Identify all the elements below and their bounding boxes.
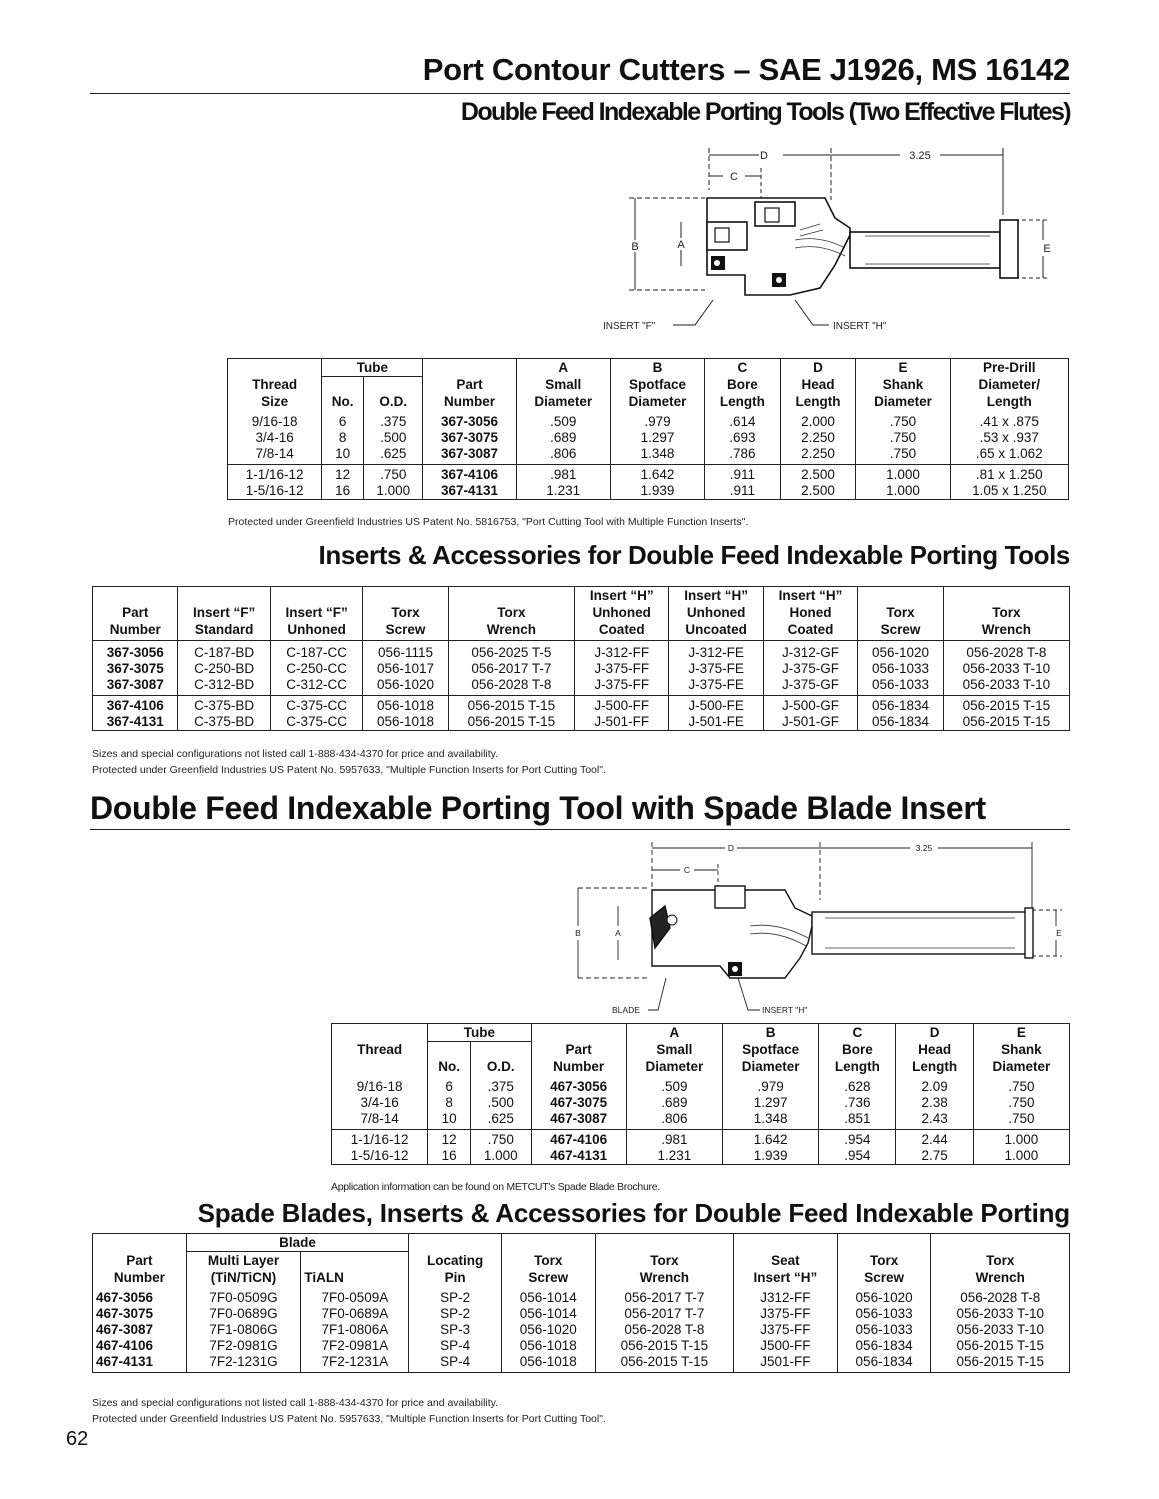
tool-diagram-1 (595, 140, 1070, 340)
table-row: 1-1/16-12 12 .750 367-4106 .981 1.642 .911 2.500 1.000 .81 x 1.250 (228, 465, 1069, 484)
table2-group-2 (93, 696, 1070, 731)
col-part: Part Number (93, 1234, 187, 1287)
col-thread: Thread Size (228, 359, 322, 411)
spade-accessories-title: Spade Blades, Inserts & Accessories for Double Feed Indexable Porting (197, 1198, 1070, 1228)
col-insert-f-standard: Insert “F” Standard (178, 587, 270, 641)
spade-section-rule (90, 829, 1070, 830)
table-row: 467-3075 7F0-0689G 7F0-0689A SP-2 056-1014 056-2017 T-7 J375-FF 056-1033 056-2033 T-10 (93, 1306, 1070, 1322)
patent-note-3: Protected under Greenfield Industries US Patent No. 5957633, "Multiple Function Inserts for Port Cutting Tool". (92, 1413, 606, 1425)
inserts-section-title: Inserts & Accessories for Double Feed Indexable Porting Tools (318, 540, 1070, 570)
table2-group-1 (93, 641, 1070, 696)
table-row: 467-4131 7F2-1231G 7F2-1231A SP-4 056-1018 056-2015 T-15 J501-FF 056-1834 056-2015 T-15 (93, 1354, 1070, 1373)
table-row: 467-3087 7F1-0806G 7F1-0806A SP-3 056-1020 056-2028 T-8 J375-FF 056-1033 056-2033 T-10 (93, 1322, 1070, 1338)
inserts-table (92, 586, 1070, 731)
patent-note-2: Protected under Greenfield Industries US Patent No. 5957633, "Multiple Function Inserts for Port Cutting Tool". (92, 764, 606, 776)
blade-label: BLADE (612, 1005, 640, 1015)
col-locating-pin: Locating Pin (409, 1234, 502, 1287)
table-row: 467-4106 7F2-0981G 7F2-0981A SP-4 056-1018 056-2015 T-15 J500-FF 056-1834 056-2015 T-15 (93, 1338, 1070, 1354)
insert-h-label-2: INSERT "H" (762, 1005, 808, 1015)
tool-diagram-2 (570, 838, 1070, 1018)
col-part: Part Number (423, 359, 516, 411)
col-torx-wrench-2: Torx Wrench (931, 1234, 1070, 1287)
dim-b-label-2: B (575, 928, 581, 938)
col-seat-insert: Seat Insert “H” (734, 1234, 838, 1287)
dim-c-label-2: C (683, 865, 691, 875)
table4-body (93, 1286, 1070, 1373)
table-row: 9/16-18 6 .375 367-3056 .509 .979 .614 2.000 .750 .41 x .875 (228, 410, 1069, 430)
col-c: C Bore Length (705, 359, 781, 411)
col-a: A Small Diameter (516, 359, 610, 411)
col-insert-f-unhoned: Insert “F” Unhoned (270, 587, 362, 641)
spade-spec-table (331, 1023, 1070, 1165)
col-torx-wrench: Torx Wrench (448, 587, 574, 641)
dim-a-label: A (677, 239, 685, 251)
dim-length-label-2: 3.25 (915, 843, 933, 853)
availability-note-2: Sizes and special configurations not listed call 1-888-434-4370 for price and availability. (92, 1397, 499, 1409)
col-e: E Shank Diameter (973, 1024, 1069, 1076)
dim-e-label-2: E (1056, 928, 1062, 938)
col-insert-h-unhoned-coated: Insert “H” Unhoned Coated (574, 587, 668, 641)
col-d: D Head Length (896, 1024, 973, 1076)
col-a: A Small Diameter (626, 1024, 722, 1076)
patent-note-1: Protected under Greenfield Industries US Patent No. 5816753, "Port Cutting Tool with Multiple Function Inserts". (228, 516, 749, 528)
col-od: O.D. (364, 377, 423, 411)
table-row: 367-3087 C-312-BD C-312-CC 056-1020 056-2028 T-8 J-375-FF J-375-FE J-375-GF 056-1033 056-2033 T-10 (93, 677, 1070, 696)
table-row: 367-3056 C-187-BD C-187-CC 056-1115 056-2025 T-5 J-312-FF J-312-FE J-312-GF 056-1020 056-2028 T-8 (93, 641, 1070, 662)
table-row: 367-4131 C-375-BD C-375-CC 056-1018 056-2015 T-15 J-501-FF J-501-FE J-501-GF 056-1834 056-2015 T-15 (93, 714, 1070, 731)
col-tube: Tube (428, 1024, 531, 1042)
table-row: 1-5/16-12 16 1.000 467-4131 1.231 1.939 .954 2.75 1.000 (332, 1148, 1070, 1165)
table-row: 3/4-16 8 .500 467-3075 .689 1.297 .736 2.38 .750 (332, 1095, 1070, 1111)
table-row: 3/4-16 8 .500 367-3075 .689 1.297 .693 2.250 .750 .53 x .937 (228, 430, 1069, 446)
col-insert-h-honed-coated: Insert “H” Honed Coated (763, 587, 857, 641)
cutter-spec-table (227, 358, 1069, 500)
col-insert-h-unhoned-uncoated: Insert “H” Unhoned Uncoated (669, 587, 763, 641)
dim-a-label-2: A (615, 928, 621, 938)
col-tube: Tube (322, 359, 423, 377)
page-subtitle: Double Feed Indexable Porting Tools (Two Effective Flutes) (460, 98, 1070, 126)
table-row: 1-5/16-12 16 1.000 367-4131 1.231 1.939 .911 2.500 1.000 1.05 x 1.250 (228, 483, 1069, 500)
col-no: No. (428, 1042, 471, 1076)
table3-group-2 (332, 1130, 1070, 1165)
table-row: 7/8-14 10 .625 367-3087 .806 1.348 .786 2.250 .750 .65 x 1.062 (228, 446, 1069, 465)
spade-section-title: Double Feed Indexable Porting Tool with Spade Blade Insert (90, 790, 986, 826)
dim-d-label-2: D (727, 843, 735, 853)
col-thread: Thread (332, 1024, 428, 1076)
dim-e-label: E (1043, 243, 1051, 255)
table-row: 367-3075 C-250-BD C-250-CC 056-1017 056-2017 T-7 J-375-FF J-375-FE J-375-GF 056-1033 056-2033 T-10 (93, 661, 1070, 677)
table-row: 7/8-14 10 .625 467-3087 .806 1.348 .851 2.43 .750 (332, 1111, 1070, 1130)
col-torx-screw: Torx Screw (363, 587, 448, 641)
col-torx-wrench: Torx Wrench (595, 1234, 733, 1287)
spade-accessories-table (92, 1233, 1070, 1373)
table-row: 9/16-18 6 .375 467-3056 .509 .979 .628 2.09 .750 (332, 1075, 1070, 1095)
dim-length-label: 3.25 (909, 150, 931, 162)
col-torx-screw: Torx Screw (501, 1234, 595, 1287)
col-d: D Head Length (780, 359, 856, 411)
col-blade: Blade (186, 1234, 409, 1252)
col-od: O.D. (470, 1042, 531, 1076)
insert-h-label: INSERT "H" (833, 321, 887, 332)
col-torx-wrench-2: Torx Wrench (943, 587, 1069, 641)
dim-c-label: C (730, 171, 738, 183)
table-row: 367-4106 C-375-BD C-375-CC 056-1018 056-2015 T-15 J-500-FF J-500-FE J-500-GF 056-1834 056-2015 T-15 (93, 696, 1070, 715)
page-title: Port Contour Cutters – SAE J1926, MS 16142 (422, 52, 1070, 87)
table1-group-2 (228, 465, 1069, 500)
col-torx-screw-2: Torx Screw (837, 1234, 931, 1287)
col-part: Part Number (93, 587, 178, 641)
col-part: Part Number (531, 1024, 626, 1076)
col-e: E Shank Diameter (856, 359, 950, 411)
table3-group-1 (332, 1075, 1070, 1130)
col-tialn: TiALN (301, 1252, 409, 1287)
table-row: 467-3056 7F0-0509G 7F0-0509A SP-2 056-1014 056-2017 T-7 J312-FF 056-1020 056-2028 T-8 (93, 1286, 1070, 1306)
col-no: No. (322, 377, 364, 411)
insert-f-label: INSERT "F" (603, 321, 656, 332)
col-c: C Bore Length (819, 1024, 896, 1076)
table1-group-1 (228, 410, 1069, 465)
col-multi-layer: Multi Layer (TiN/TiCN) (186, 1252, 301, 1287)
application-note: Application information can be found on METCUT's Spade Blade Brochure. (331, 1181, 660, 1193)
page-number: 62 (66, 1428, 89, 1450)
col-predrill: Pre-Drill Diameter/ Length (950, 359, 1068, 411)
dim-d-label: D (760, 150, 768, 162)
col-b: B Spotface Diameter (722, 1024, 818, 1076)
availability-note-1: Sizes and special configurations not listed call 1-888-434-4370 for price and availability. (92, 748, 499, 760)
col-b: B Spotface Diameter (610, 359, 704, 411)
dim-b-label: B (631, 241, 639, 253)
table-row: 1-1/16-12 12 .750 467-4106 .981 1.642 .954 2.44 1.000 (332, 1130, 1070, 1149)
col-torx-screw-2: Torx Screw (858, 587, 943, 641)
title-rule (90, 93, 1070, 94)
